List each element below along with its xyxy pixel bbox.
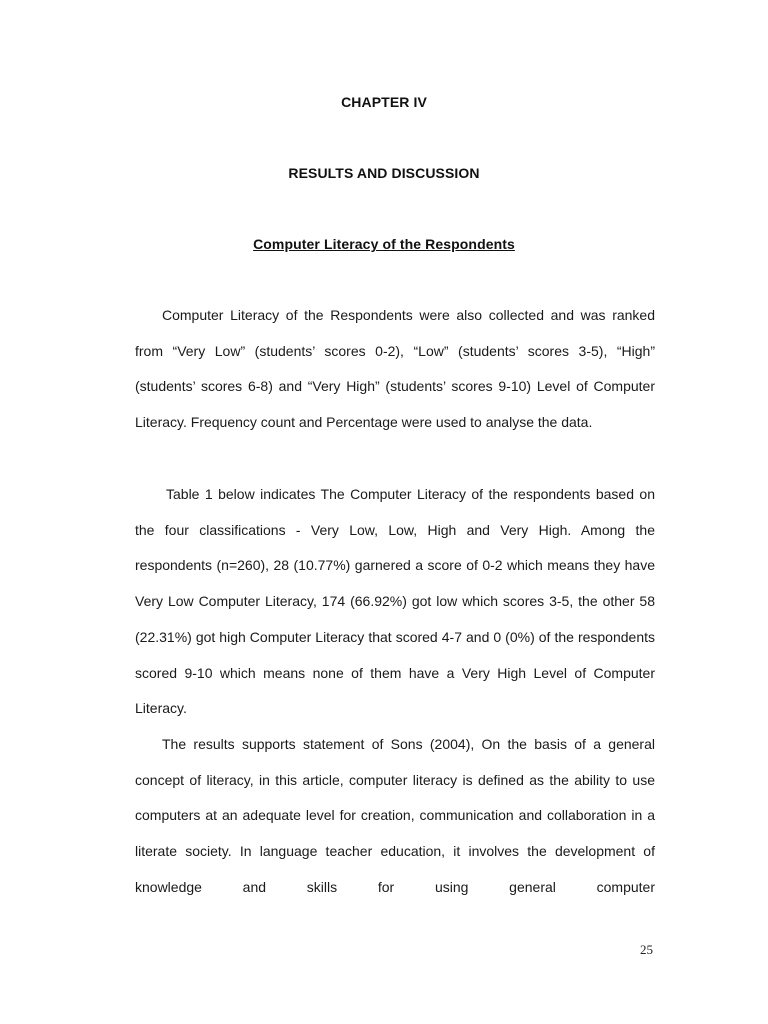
chapter-title: CHAPTER IV [341, 94, 427, 110]
subsection-title: Computer Literacy of the Respondents [253, 236, 515, 252]
page-number: 25 [640, 942, 653, 957]
paragraph-sons-2004-citation: The results supports statement of Sons (2004), On the basis of a general concept of literacy, in this article, computer literacy is defined as the ability to use computers at an adequate level for creation, communication and collaboration in a literate society. In language teacher education, it involves the development of knowledge and skills for using general computer [135, 736, 655, 895]
paragraph-table-1-summary: Table 1 below indicates The Computer Literacy of the respondents based on the four classifications - Very Low, Low, High and Very High. Among the respondents (n=260), 28 (10.77%) garnered a score of 0-2 which means they have Very Low Computer Literacy, 174 (66.92%) got low which scores 3-5, the other 58 (22.31%) got high Computer Literacy that scored 4-7 and 0 (0%) of the respondents scored 9-10 which means none of them have a Very High Level of Computer Literacy. [135, 486, 655, 717]
section-title: RESULTS AND DISCUSSION [288, 165, 480, 181]
paragraph-computer-literacy-ranking: Computer Literacy of the Respondents were also collected and was ranked from “Very Low” (students’ scores 0-2), “Low” (students’ scores 3-5), “High” (students’ scores 6-8) and “Very High” (students’ scores 9-10) Level of Computer Literacy. Frequency count and Percentage were used to analyse the data. [135, 307, 655, 431]
